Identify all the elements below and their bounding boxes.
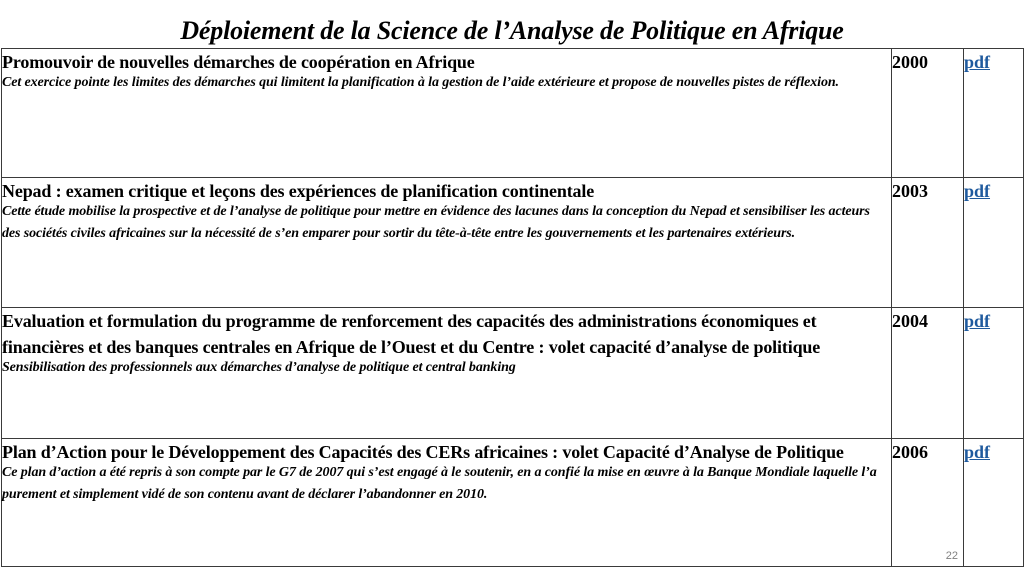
description-cell: [2, 178, 892, 308]
link-cell: [964, 178, 1024, 308]
page-number: 22: [945, 550, 958, 562]
link-cell: [964, 308, 1024, 439]
year-cell: [892, 308, 964, 439]
table-row: [2, 439, 1024, 567]
item-year: 2006: [892, 442, 928, 462]
table-row: [2, 178, 1024, 308]
item-year: 2003: [892, 181, 928, 201]
description-cell: [2, 439, 892, 567]
pdf-link[interactable]: pdf: [964, 311, 991, 331]
item-title: Promouvoir de nouvelles démarches de coopération en Afrique: [2, 52, 475, 72]
item-year: 2000: [892, 52, 928, 72]
description-cell: [2, 49, 892, 178]
pdf-link[interactable]: pdf: [964, 52, 991, 72]
item-summary: Ce plan d’action a été repris à son compte par le G7 de 2007 qui s’est engagé à le soutenir, en a confié la mise en œuvre à la Banque Mondiale laquelle l’a purement et simplement vidé de son contenu avant de déclarer l’abandonner en 2010.: [2, 465, 877, 502]
year-cell: [892, 49, 964, 178]
year-cell: [892, 178, 964, 308]
link-cell: [964, 439, 1024, 567]
year-cell: [892, 439, 964, 567]
link-cell: [964, 49, 1024, 178]
description-cell: [2, 308, 892, 439]
item-summary: Sensibilisation des professionnels aux démarches d’analyse de politique et central banking: [2, 360, 516, 375]
table-row: [2, 49, 1024, 178]
item-title: Nepad : examen critique et leçons des expériences de planification continentale: [2, 181, 595, 201]
item-summary: Cet exercice pointe les limites des démarches qui limitent la planification à la gestion de l’aide extérieure et propose de nouvelles pistes de réflexion.: [2, 75, 839, 90]
pdf-link[interactable]: pdf: [964, 442, 991, 462]
table-row: [2, 308, 1024, 439]
slide-title: Déploiement de la Science de l’Analyse de Politique en Afrique: [180, 16, 844, 45]
publications-table: [1, 48, 1024, 567]
item-title: Plan d’Action pour le Développement des Capacités des CERs africaines : volet Capacité d’Analyse de Politique: [2, 442, 844, 462]
item-year: 2004: [892, 311, 928, 331]
pdf-link[interactable]: pdf: [964, 181, 991, 201]
item-title: Evaluation et formulation du programme de renforcement des capacités des administrations économiques et financières et des banques centrales en Afrique de l’Ouest et du Centre : volet capacité d’analyse de politique: [2, 311, 821, 357]
item-summary: Cette étude mobilise la prospective et de l’analyse de politique pour mettre en évidence des lacunes dans la conception du Nepad et sensibiliser les acteurs des sociétés civiles africaines sur la nécessité de s’en emparer pour sortir du tête-à-tête entre les gouvernements et les partenaires extérieurs.: [2, 204, 870, 241]
